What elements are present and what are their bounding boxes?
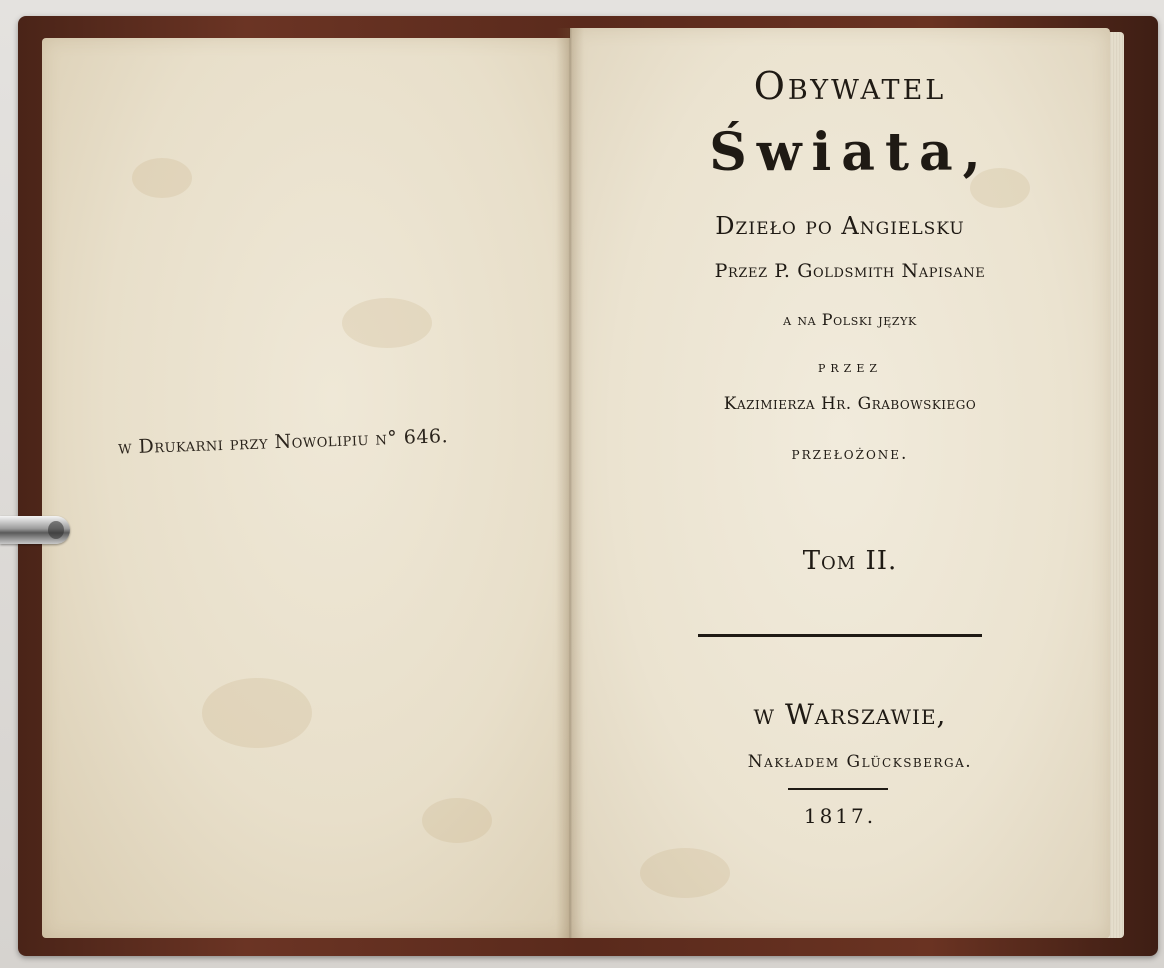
foxing-stain xyxy=(422,798,492,843)
thin-rule xyxy=(788,788,888,790)
author-line: Przez P. Goldsmith Napisane xyxy=(714,260,986,282)
volume-label: Tom II. xyxy=(802,546,898,576)
title-line-obywatel: Obywatel xyxy=(753,64,947,108)
year-line: 1817. xyxy=(803,804,877,828)
printer-imprint: w Drukarni przy Nowolipiu n° 646. xyxy=(117,425,449,459)
left-page xyxy=(42,38,570,938)
publisher-line: Nakładem Glücksberga. xyxy=(747,752,973,772)
title-line-swiata: Świata, xyxy=(709,122,991,183)
title-page-text xyxy=(570,28,1110,938)
place-line: w Warszawie, xyxy=(753,698,947,731)
foxing-stain xyxy=(202,678,312,748)
thick-rule xyxy=(698,634,982,637)
translator-line: Kazimierza Hr. Grabowskiego xyxy=(723,394,977,414)
language-line: a na Polski język xyxy=(783,310,917,329)
subtitle-dzielo: Dzieło po Angielsku xyxy=(715,212,965,240)
przez-line: przez xyxy=(818,358,882,376)
foxing-stain xyxy=(132,158,192,198)
translated-line: przełożone. xyxy=(791,444,909,464)
metal-clip xyxy=(0,516,70,544)
foxing-stain xyxy=(342,298,432,348)
